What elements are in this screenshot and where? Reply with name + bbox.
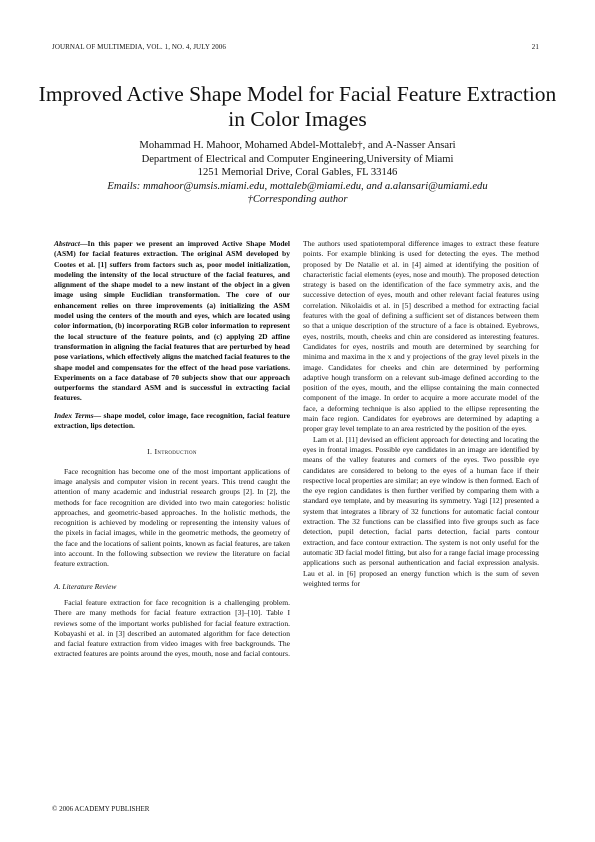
author-emails: Emails: mmahoor@umsis.miami.edu, mottaleb@miami.edu, and a.alansari@umiami.edu bbox=[107, 180, 488, 192]
right-paragraph-1: The authors used spatiotemporal difference images to extract these feature points. For example blinking is used for detecting the eyes. The method proposed by De Natalie et al. in [4] aimed at identifying the position of characteristic facial elements (eyes, nose and mouth). The proposed detection strategy is based on the identification of the face symmetry axis, and the successive detection of eyes, mouth and other relevant facial features using correlation. Nikolaidis et al. in [5] described a method for extracting facial features with the goal of defining a sufficient set of distances between them so that a unique description of the structure of a face is obtained. Eyebrows, eyes, nostrils, mouth, cheeks and chin are considered as interesting features. Candidates for eyes, nostrils and mouth are determined by searching for minima and maxima in the x and y projections of the gray level pixels in the image. Candidates for cheeks and chin are determined by performing adaptive hough transform on a relevant sub-image defined according to the position of the eyes, mouth, and the ellipse containing the main connected component of the image. In order to acquire a more accurate model of the face, a deforming technique is also applied to the ellipse representing the main face region. Candidates for eyebrows are determined by adapting a proper gray level template to an area restricted by the position of the eyes. bbox=[303, 239, 539, 434]
author-address: 1251 Memorial Drive, Coral Gables, FL 33146 bbox=[197, 167, 398, 178]
copyright-footer: © 2006 ACADEMY PUBLISHER bbox=[52, 805, 150, 813]
author-affiliation: Department of Electrical and Computer Engineering,University of Miami bbox=[141, 153, 454, 165]
right-column bbox=[303, 239, 539, 589]
right-paragraph-2: Lam et al. [11] devised an efficient approach for detecting and locating the eyes in frontal images. Possible eye candidates in an image are identified by means of the valley features and corners of the eyes. Two possible eye candidates are considered to belong to the eyes of a human face if their respective local properties are similar; an eye window is then formed. Each of the eye region candidates is then further verified by comparing them with a standard eye template, and by measuring its symmetry. Yagi [12] presented a system that integrates a library of 32 functions for automatic facial contour extraction. The 32 functions can be classified into five groups such as face detection, pupil detection, facial parts detection, facial parts contour extraction, and face contour extraction. The system is not only useful for the automatic 3D facial model fitting, but also for a range facial image processing applications such as personal authentication and facial expression analysis. Lau et al. in [6] proposed an energy function which is the sum of seven weighted terms for bbox=[303, 434, 539, 588]
abstract-text: —In this paper we present an improved Active Shape Model (ASM) for facial features extraction. The original ASM developed by Cootes et al. [1] suffers from factors such as, poor model initialization, modeling the intensity of the local structure of the facial features, and alignment of the shape model to a new instant of the object in a given image using simple Euclidian transformation. The core of our enhancement relies on three improvements (a) initializing the ASM model using the centers of the mouth and eyes, which are located using color information, (b) incorporating RGB color information to represent the local structure of the feature points, and (c) applying 2D affine transformation in aligning the facial features that are perturbed by head pose variations, which effectively aligns the matched facial features to the shape model and compensates for the effect of the head pose variations. Experiments on a face database of 70 subjects show that our approach outperforms the standard ASM and is successful in extracting facial features. bbox=[54, 239, 290, 403]
literature-review-paragraph: Facial feature extraction for face recognition is a challenging problem. There are many methods for facial feature extraction [3]–[10]. Table I reviews some of the important works published for facial feature extraction. Kobayashi et al. in [3] described an automated algorithm for face detection and facial feature extraction from video images with free backgrounds. The extracted features are points around the eyes, mouth, nose and facial contours. bbox=[54, 597, 290, 659]
section-heading-introduction: I. Introduction bbox=[147, 447, 197, 457]
introduction-paragraph: Face recognition has become one of the most important applications of image analysis and computer vision in recent years. This trend caught the attention of many academic and industrial research groups [2]. In [2], the methods for face recognition are divided into two main categories: holistic approaches, and geometric-based approaches. In the holistic methods, the recognition is achieved by modeling or representing the intensity values of the pixels in facial images, while in the geometric methods, the geometry of the face and the locations of salient points, known as facial features, are taken into account. In the following subsection we review the literature on facial feature extraction. bbox=[54, 466, 290, 569]
paper-title: Improved Active Shape Model for Facial Feature Extraction in Color Images bbox=[38, 82, 557, 131]
subsection-heading-literature-review: A. Literature Review bbox=[54, 581, 117, 591]
abstract-label: Abstract bbox=[54, 239, 80, 248]
running-header bbox=[52, 43, 539, 51]
abstract bbox=[54, 239, 290, 404]
corresponding-note: †Corresponding author bbox=[247, 194, 348, 205]
index-terms bbox=[54, 411, 290, 432]
index-terms-text: — shape model, color image, face recognition, facial feature extraction, lips detection. bbox=[54, 410, 290, 431]
left-column bbox=[54, 239, 290, 660]
journal-name: JOURNAL OF MULTIMEDIA, VOL. 1, NO. 4, JULY 2006 bbox=[52, 43, 227, 51]
index-terms-label: Index Terms bbox=[54, 410, 94, 420]
author-names: Mohammad H. Mahoor, Mohamed Abdel-Mottaleb†, and A-Nasser Ansari bbox=[139, 140, 456, 151]
page-number: 21 bbox=[531, 43, 539, 51]
author-block bbox=[40, 139, 555, 207]
